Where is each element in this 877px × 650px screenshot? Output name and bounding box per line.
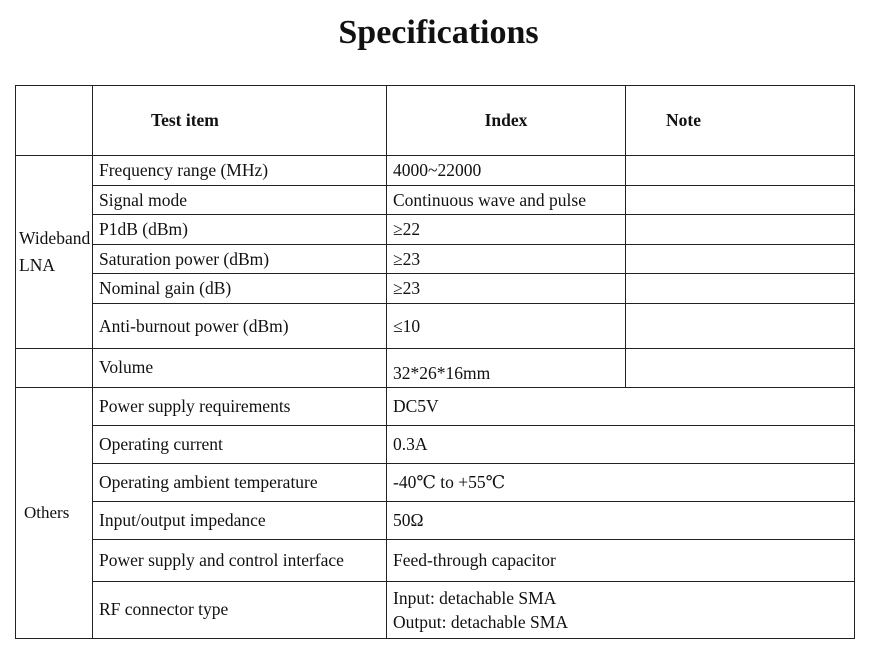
specifications-table [15, 85, 855, 639]
item-cell: Anti-burnout power (dBm) [93, 304, 387, 349]
index-line: Input: detachable SMA [393, 587, 557, 608]
table-row [16, 186, 855, 215]
item-cell: P1dB (dBm) [93, 215, 387, 245]
group-label: LNA [19, 255, 55, 276]
item-cell: Frequency range (MHz) [93, 156, 387, 186]
item-cell: Input/output impedance [93, 501, 387, 539]
index-cell: 4000~22000 [387, 156, 626, 186]
table-row [16, 304, 855, 349]
table-row [16, 156, 855, 186]
table-row [16, 274, 855, 304]
page-title: Specifications [338, 14, 539, 51]
item-cell: Volume [93, 349, 387, 387]
item-cell: Saturation power (dBm) [93, 245, 387, 274]
note-cell [626, 245, 855, 274]
table-row [16, 501, 855, 539]
header-row [16, 86, 855, 156]
header-note: Note [626, 86, 855, 156]
index-cell: ≤10 [387, 304, 626, 349]
table-row [16, 215, 855, 245]
table-row [16, 245, 855, 274]
index-cell: -40℃ to +55℃ [387, 463, 855, 501]
table-row [16, 463, 855, 501]
index-cell: ≥23 [387, 274, 626, 304]
note-cell [626, 186, 855, 215]
index-cell: DC5V [387, 387, 855, 425]
item-cell: Nominal gain (dB) [93, 274, 387, 304]
note-cell [626, 274, 855, 304]
header-index: Index [387, 86, 626, 156]
index-cell: 50Ω [387, 501, 855, 539]
group-wideband-lna [16, 156, 93, 349]
header-blank-cell [16, 86, 93, 156]
index-cell: ≥23 [387, 245, 626, 274]
index-cell [387, 581, 855, 638]
note-cell [626, 304, 855, 349]
item-cell: Operating ambient temperature [93, 463, 387, 501]
table-row [16, 539, 855, 581]
index-cell: Continuous wave and pulse [387, 186, 626, 215]
index-cell: 32*26*16mm [387, 349, 626, 387]
index-cell: Feed-through capacitor [387, 539, 855, 581]
table-row [16, 425, 855, 463]
group-label: Wideband [19, 228, 91, 249]
header-test-item: Test item [93, 86, 387, 156]
index-cell: 0.3A [387, 425, 855, 463]
table-row [16, 349, 855, 387]
item-cell: Power supply and control interface [93, 539, 387, 581]
item-cell: RF connector type [93, 581, 387, 638]
index-line: Output: detachable SMA [393, 611, 568, 632]
note-cell [626, 215, 855, 245]
item-cell: Signal mode [93, 186, 387, 215]
note-cell [626, 156, 855, 186]
table-row [16, 581, 855, 638]
group-others: Others [16, 387, 93, 639]
table-row [16, 387, 855, 425]
index-cell: ≥22 [387, 215, 626, 245]
item-cell: Power supply requirements [93, 387, 387, 425]
item-cell: Operating current [93, 425, 387, 463]
group-blank-cell [16, 349, 93, 387]
note-cell [626, 349, 855, 387]
